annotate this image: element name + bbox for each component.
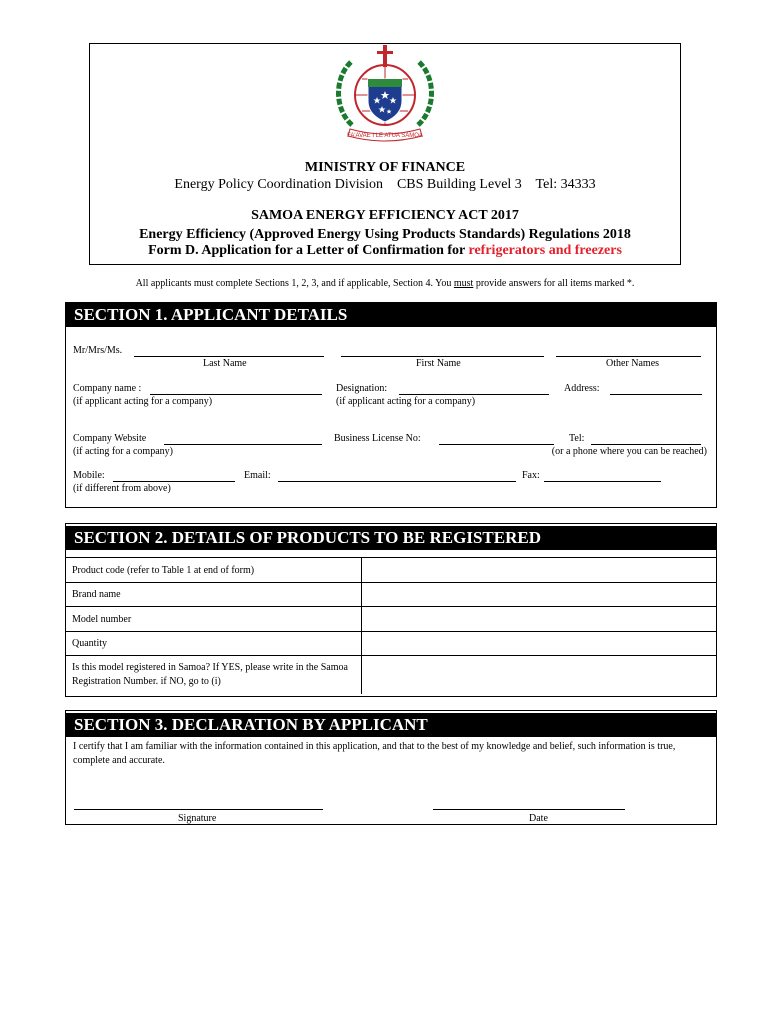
registration-question-label: Is this model registered in Samoa? If YES, please write in the Samoa Registration Number. if NO, go to (i) xyxy=(66,656,362,694)
tel-note: (or a phone where you can be reached) xyxy=(551,446,707,457)
table-row xyxy=(66,656,716,694)
mobile-label: Mobile: xyxy=(73,470,105,481)
company-website-note: (if acting for a company) xyxy=(73,446,173,457)
products-table xyxy=(66,557,716,694)
signature-field[interactable] xyxy=(74,809,323,810)
brand-name-label: Brand name xyxy=(66,583,362,607)
division-line: Energy Policy Coordination Division CBS Building Level 3 Tel: 34333 xyxy=(174,177,596,192)
fax-label: Fax: xyxy=(522,470,540,481)
brand-name-field[interactable] xyxy=(362,583,717,607)
company-name-field[interactable] xyxy=(150,394,322,395)
other-names-field[interactable] xyxy=(556,356,701,357)
intro-text-after: provide answers for all items marked *. xyxy=(473,278,635,289)
quantity-field[interactable] xyxy=(362,632,717,656)
address-field[interactable] xyxy=(610,394,702,395)
email-field[interactable] xyxy=(278,481,516,482)
designation-note: (if applicant acting for a company) xyxy=(336,396,476,407)
company-name-note: (if applicant acting for a company) xyxy=(73,396,213,407)
product-code-field[interactable] xyxy=(362,558,717,583)
name-prefix-label: Mr/Mrs/Ms. xyxy=(73,345,123,356)
tel-field[interactable] xyxy=(591,444,701,445)
form-title xyxy=(89,243,681,259)
model-number-label: Model number xyxy=(66,607,362,632)
company-website-field[interactable] xyxy=(164,444,322,445)
table-row xyxy=(66,632,716,656)
crest-motto: FA'AVAE I LE ATUA SAMOA xyxy=(347,133,423,139)
email-label: Email: xyxy=(244,470,271,481)
address-label: Address: xyxy=(564,383,600,394)
form-title-highlight: refrigerators and freezers xyxy=(468,243,622,258)
declaration-text: I certify that I am familiar with the information contained in this application, and that to the best of my knowledge and belief, such information is true, complete and accurate. xyxy=(73,741,676,766)
intro-emphasis: must xyxy=(453,278,474,289)
signature-label: Signature xyxy=(178,813,217,824)
company-website-label: Company Website xyxy=(73,433,147,444)
intro-text-before: All applicants must complete Sections 1, 2, 3, and if applicable, Section 4. You xyxy=(135,278,454,289)
ministry-title: MINISTRY OF FINANCE xyxy=(304,160,466,175)
table-row xyxy=(66,583,716,607)
section3-title: SECTION 3. DECLARATION BY APPLICANT xyxy=(66,713,716,737)
registration-number-field[interactable] xyxy=(362,656,717,694)
section1-title: SECTION 1. APPLICANT DETAILS xyxy=(66,303,716,327)
act-title: SAMOA ENERGY EFFICIENCY ACT 2017 xyxy=(251,208,519,223)
mobile-note: (if different from above) xyxy=(73,483,171,494)
intro-instructions xyxy=(0,278,770,289)
last-name-label: Last Name xyxy=(203,358,247,369)
last-name-field[interactable] xyxy=(134,356,324,357)
section2-title: SECTION 2. DETAILS OF PRODUCTS TO BE REGISTERED xyxy=(66,526,716,550)
business-license-label: Business License No: xyxy=(334,433,421,444)
table-row xyxy=(66,558,716,583)
section-declaration xyxy=(65,710,717,825)
business-license-field[interactable] xyxy=(439,444,554,445)
section-applicant-details xyxy=(65,302,717,508)
fax-field[interactable] xyxy=(544,481,661,482)
first-name-field[interactable] xyxy=(341,356,544,357)
designation-field[interactable] xyxy=(399,394,549,395)
table-row xyxy=(66,607,716,632)
samoa-coat-of-arms-icon xyxy=(330,43,440,143)
tel-label: Tel: xyxy=(569,433,585,444)
model-number-field[interactable] xyxy=(362,607,717,632)
date-field[interactable] xyxy=(433,809,625,810)
first-name-label: First Name xyxy=(416,358,461,369)
mobile-field[interactable] xyxy=(113,481,235,482)
product-code-label: Product code (refer to Table 1 at end of form) xyxy=(66,558,362,583)
form-title-text: Form D. Application for a Letter of Confirmation for xyxy=(148,243,469,258)
company-name-label: Company name : xyxy=(73,383,142,394)
quantity-label: Quantity xyxy=(66,632,362,656)
designation-label: Designation: xyxy=(336,383,388,394)
section-product-details xyxy=(65,523,717,697)
regulations-title: Energy Efficiency (Approved Energy Using Products Standards) Regulations 2018 xyxy=(139,227,631,242)
other-names-label: Other Names xyxy=(606,358,660,369)
date-label: Date xyxy=(529,813,548,824)
